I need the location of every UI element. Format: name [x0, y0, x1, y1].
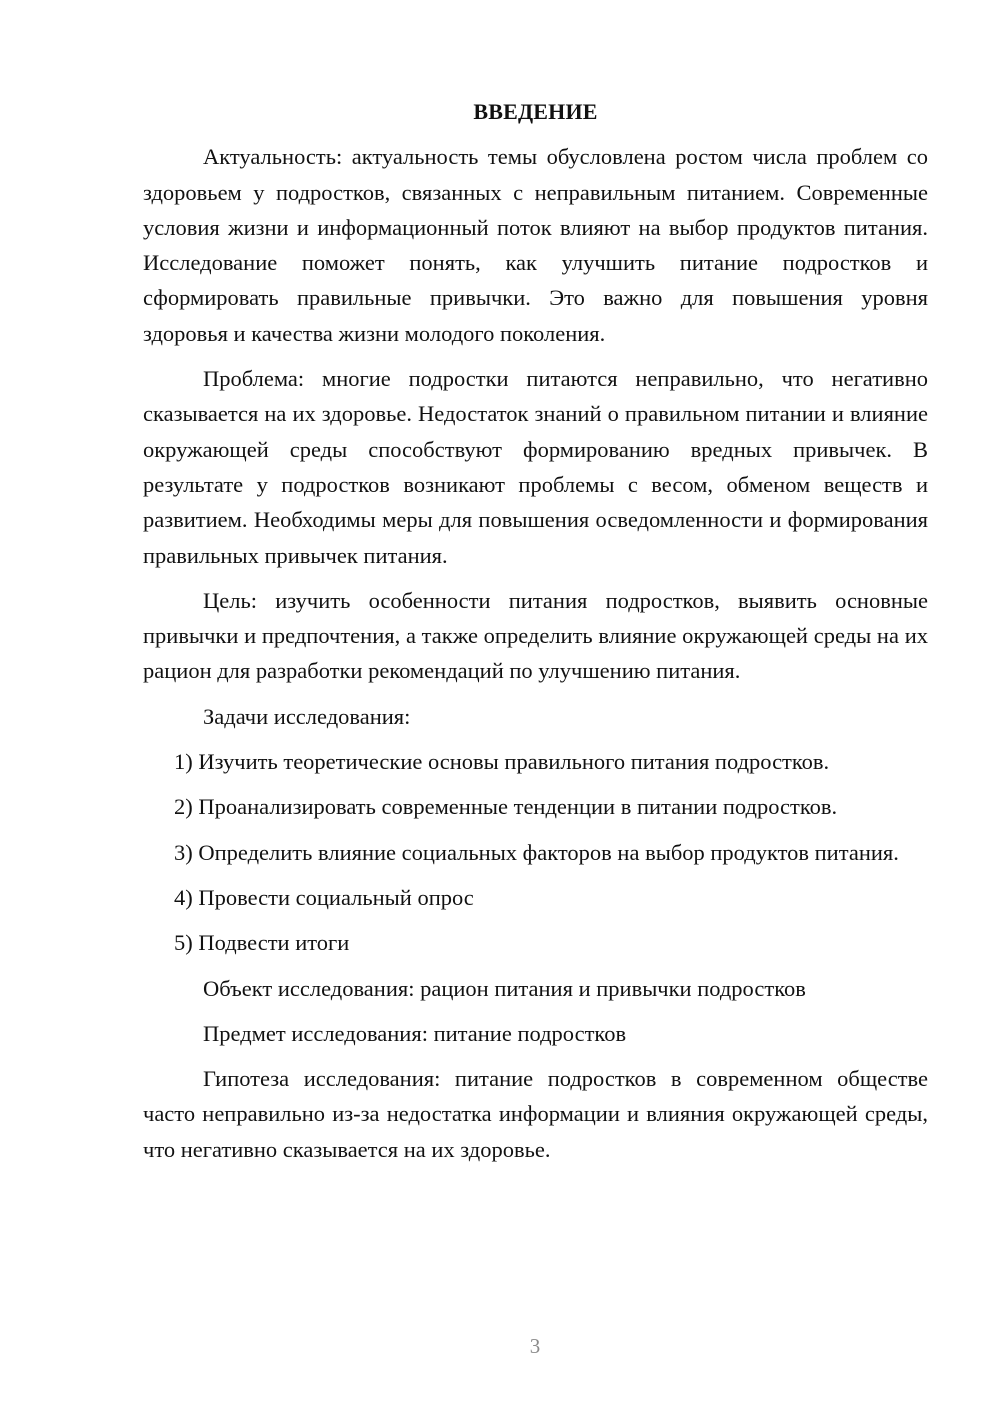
- task-item: 5) Подвести итоги: [174, 930, 350, 956]
- task-item: 3) Определить влияние социальных факторов на выбор продуктов питания.: [174, 839, 899, 865]
- page-number: 3: [529, 1334, 541, 1358]
- subject-line: Предмет исследования: питание подростков: [203, 1020, 627, 1046]
- task-item: 1) Изучить теоретические основы правильного питания подростков.: [174, 749, 830, 775]
- page-content: [143, 94, 928, 1177]
- task-item: 4) Провести социальный опрос: [174, 884, 474, 910]
- task-item: 2) Проанализировать современные тенденции в питании подростков.: [174, 794, 838, 820]
- goal-paragraph: Цель: изучить особенности питания подростков, выявить основные привычки и предпочтения, а также определить влияние окружающей среды на их рацион для разработки рекомендаций по улучшению питания.: [143, 587, 928, 684]
- object-line: Объект исследования: рацион питания и привычки подростков: [203, 975, 806, 1001]
- tasks-label: Задачи исследования:: [203, 703, 411, 729]
- relevance-paragraph: Актуальность: актуальность темы обусловлена ростом числа проблем со здоровьем у подростков, связанных с неправильным питанием. Современные условия жизни и информационный поток влияют на выбор продуктов питания. Исследование поможет понять, как улучшить питание подростков и сформировать правильные привычки. Это важно для повышения уровня здоровья и качества жизни молодого поколения.: [143, 144, 928, 346]
- hypothesis-paragraph: Гипотеза исследования: питание подростков в современном обществе часто неправильно из-за недостатка информации и влияния окружающей среды, что негативно сказывается на их здоровье.: [143, 1066, 928, 1162]
- problem-paragraph: Проблема: многие подростки питаются неправильно, что негативно сказывается на их здоровье. Недостаток знаний о правильном питании и влияние окружающей среды способствуют формированию вредных привычек. В результате у подростков возникают проблемы с весом, обменом веществ и развитием. Необходимы меры для повышения осведомленности и формирования правильных привычек питания.: [143, 366, 928, 568]
- section-heading: ВВЕДЕНИЕ: [473, 99, 598, 124]
